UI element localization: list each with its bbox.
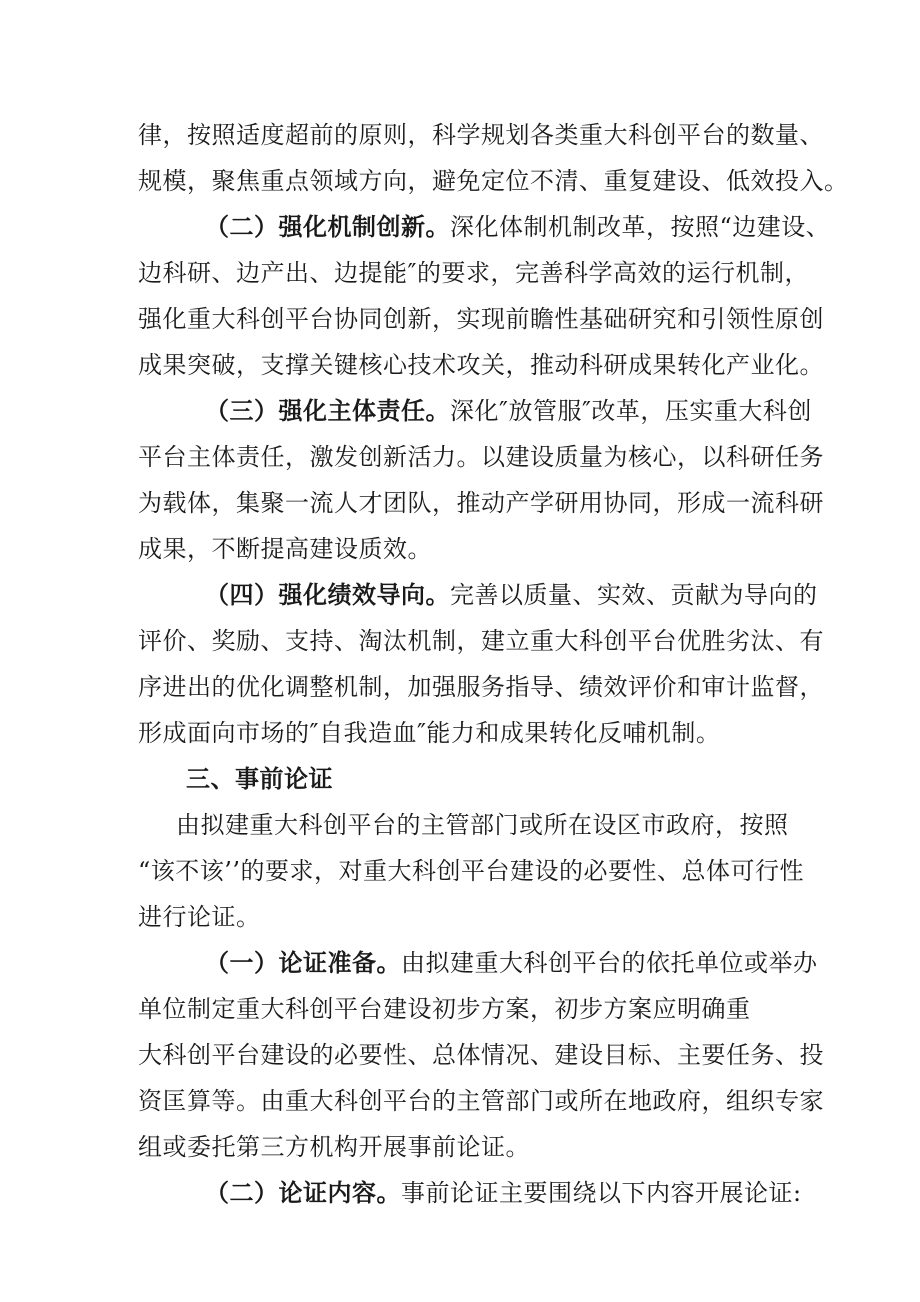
body-text: 由拟建重大科创平台的主管部门或所在设区市政府，按照 — [176, 811, 789, 839]
paragraph-line — [138, 1132, 530, 1162]
paragraph-line — [138, 672, 824, 702]
section-title-preparation: （一）论证准备。 — [205, 948, 401, 977]
paragraph-line — [138, 856, 804, 886]
body-text: 进行论证。 — [138, 903, 261, 931]
body-text: “该不该’’的要求，对重大科创平台建设的必要性、总体可行性 — [138, 857, 805, 885]
paragraph-line — [138, 258, 809, 288]
paragraph-line — [138, 534, 432, 564]
section-title-mechanism: （二）强化机制创新。 — [205, 212, 450, 241]
body-text: 成果突破，支撑关键核心技术攻关，推动科研成果转化产业化。 — [138, 351, 824, 379]
body-text: 边科研、边产出、边提能″的要求，完善科学高效的运行机制， — [138, 259, 809, 287]
paragraph-line — [138, 1040, 824, 1070]
body-text: 律，按照适度超前的原则，科学规划各类重大科创平台的数量、 — [138, 121, 824, 149]
body-text: 强化重大科创平台协同创新，实现前瞻性基础研究和引领性原创 — [138, 305, 824, 333]
body-text: 事前论证主要围绕以下内容开展论证: — [401, 1179, 802, 1207]
section-title-performance: （四）强化绩效导向。 — [205, 580, 450, 609]
paragraph-line — [138, 120, 824, 150]
paragraph-line — [138, 718, 720, 748]
paragraph-line — [138, 1086, 824, 1116]
paragraph-line — [138, 902, 261, 932]
section-line-three — [205, 396, 812, 426]
section-line-two — [205, 212, 830, 242]
body-text: 完善以质量、实效、贡献为导向的 — [450, 581, 818, 609]
body-text: 由拟建重大科创平台的依托单位或举办 — [401, 949, 818, 977]
paragraph-line — [176, 810, 789, 840]
body-text: 单位制定重大科创平台建设初步方案，初步方案应明确重 — [138, 995, 751, 1023]
body-text: 为载体，集聚一流人才团队，推动产学研用协同，形成一流科研 — [138, 489, 824, 517]
section-line-preparation — [205, 948, 818, 978]
body-text: 大科创平台建设的必要性、总体情况、建设目标、主要任务、投 — [138, 1041, 824, 1069]
section-heading-pre-evaluation — [186, 764, 333, 794]
section-line-four — [205, 580, 818, 610]
section-title-content: （二）论证内容。 — [205, 1178, 401, 1207]
paragraph-line — [138, 488, 824, 518]
paragraph-line — [138, 626, 824, 656]
body-text: 序进出的优化调整机制，加强服务指导、绩效评价和审计监督， — [138, 673, 824, 701]
section-line-content — [205, 1178, 802, 1208]
paragraph-line — [138, 442, 824, 472]
body-text: 平台主体责任，激发创新活力。以建设质量为核心，以科研任务 — [138, 443, 824, 471]
paragraph-line — [138, 304, 824, 334]
body-text: 评价、奖励、支持、淘汰机制，建立重大科创平台优胜劣汰、有 — [138, 627, 824, 655]
section-title-responsibility: （三）强化主体责任。 — [205, 396, 450, 425]
body-text: 深化体制机制改革，按照“边建设、 — [450, 213, 831, 241]
body-text: 成果，不断提高建设质效。 — [138, 535, 432, 563]
heading-text: 三、事前论证 — [186, 764, 333, 793]
paragraph-line — [138, 166, 849, 196]
body-text: 资匡算等。由重大科创平台的主管部门或所在地政府，组织专家 — [138, 1087, 824, 1115]
paragraph-line — [138, 350, 824, 380]
paragraph-line — [138, 994, 751, 1024]
body-text: 组或委托第三方机构开展事前论证。 — [138, 1133, 530, 1161]
body-text: 深化″放管服″改革，压实重大科创 — [450, 397, 812, 425]
body-text: 形成面向市场的″自我造血″能力和成果转化反哺机制。 — [138, 719, 721, 747]
body-text: 规模，聚焦重点领域方向，避免定位不清、重复建设、低效投入。 — [138, 167, 849, 195]
